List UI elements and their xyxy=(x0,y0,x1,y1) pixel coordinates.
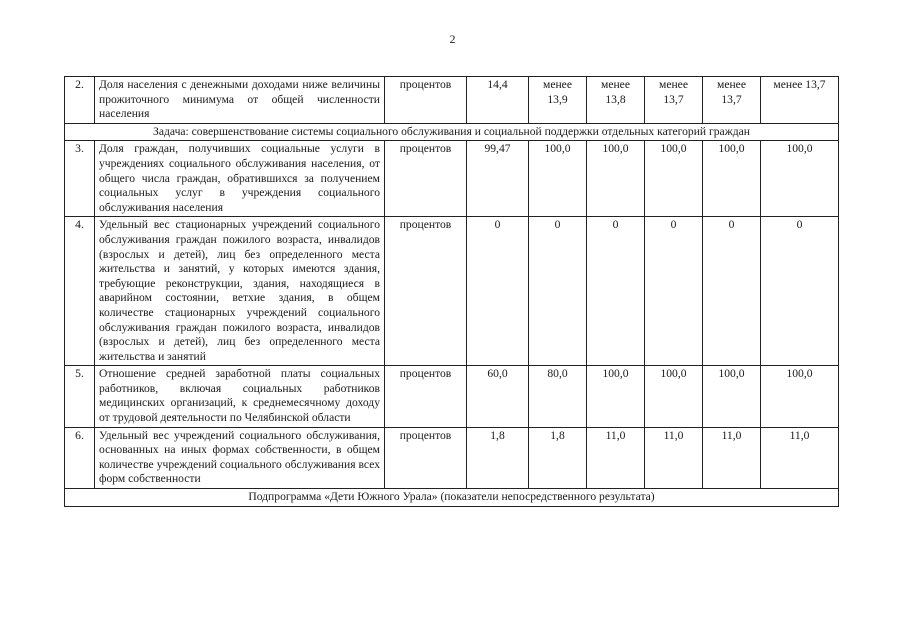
value-cell: 11,0 xyxy=(703,427,761,488)
unit-cell: процентов xyxy=(385,217,467,366)
value-cell: 80,0 xyxy=(529,366,587,427)
value-cell: 1,8 xyxy=(467,427,529,488)
indicator-description: Доля населения с денежными доходами ниже величины прожиточного минимума от общей численности населения xyxy=(95,77,385,124)
unit-cell: процентов xyxy=(385,427,467,488)
value-cell: 11,0 xyxy=(645,427,703,488)
value-cell: 100,0 xyxy=(587,366,645,427)
row-number: 2. xyxy=(65,77,95,124)
value-cell: 100,0 xyxy=(587,141,645,217)
unit-cell: процентов xyxy=(385,366,467,427)
value-cell: менее 13,7 xyxy=(761,77,839,124)
subprogram-heading: Подпрограмма «Дети Южного Урала» (показатели непосредственного результата) xyxy=(65,489,839,507)
value-cell: 11,0 xyxy=(587,427,645,488)
value-cell: 11,0 xyxy=(761,427,839,488)
unit-cell: процентов xyxy=(385,77,467,124)
table-row xyxy=(65,77,839,124)
table-row xyxy=(65,366,839,427)
value-cell: менее 13,8 xyxy=(587,77,645,124)
row-number: 4. xyxy=(65,217,95,366)
value-cell: менее 13,7 xyxy=(703,77,761,124)
value-cell: 0 xyxy=(645,217,703,366)
value-cell: 100,0 xyxy=(761,141,839,217)
unit-cell: процентов xyxy=(385,141,467,217)
table-row xyxy=(65,141,839,217)
row-number: 6. xyxy=(65,427,95,488)
subprogram-row xyxy=(65,489,839,507)
value-cell: 0 xyxy=(703,217,761,366)
page-number: 2 xyxy=(449,32,456,46)
value-cell: 99,47 xyxy=(467,141,529,217)
indicator-description: Отношение средней заработной платы социальных работников, включая социальных работников медицинских организаций, к среднемесячному доходу от трудовой деятельности по Челябинской области xyxy=(95,366,385,427)
indicator-description: Удельный вес учреждений социального обслуживания, основанных на иных формах собственности, в общем количестве учреждений социального обслуживания всех форм собственности xyxy=(95,427,385,488)
indicator-description: Доля граждан, получивших социальные услуги в учреждениях социального обслуживания населения, от общего числа граждан, обратившихся за получением социальных услуг в учреждения социального обслуживания населения xyxy=(95,141,385,217)
value-cell: 100,0 xyxy=(529,141,587,217)
row-number: 3. xyxy=(65,141,95,217)
value-cell: 1,8 xyxy=(529,427,587,488)
value-cell: 0 xyxy=(761,217,839,366)
indicator-description: Удельный вес стационарных учреждений социального обслуживания граждан пожилого возраста, инвалидов (взрослых и детей), лиц без определенного места жительства и занятий, у которых имеются здания, требующие реконструкции, здания, находящиеся в аварийном состоянии, ветхие здания, в общем количестве стационарных учреждений социального обслуживания граждан пожилого возраста, инвалидов (взрослых и детей), лиц без определенного места жительства и занятий xyxy=(95,217,385,366)
value-cell: 100,0 xyxy=(703,366,761,427)
value-cell: 100,0 xyxy=(645,366,703,427)
task-heading: Задача: совершенствование системы социального обслуживания и социальной поддержки отдельных категорий граждан xyxy=(65,123,839,141)
value-cell: 0 xyxy=(529,217,587,366)
value-cell: менее 13,9 xyxy=(529,77,587,124)
value-cell: 100,0 xyxy=(645,141,703,217)
value-cell: 0 xyxy=(467,217,529,366)
indicators-table xyxy=(64,76,839,507)
task-row xyxy=(65,123,839,141)
table-row xyxy=(65,217,839,366)
value-cell: 0 xyxy=(587,217,645,366)
value-cell: 100,0 xyxy=(703,141,761,217)
value-cell: менее 13,7 xyxy=(645,77,703,124)
value-cell: 100,0 xyxy=(761,366,839,427)
value-cell: 60,0 xyxy=(467,366,529,427)
value-cell: 14,4 xyxy=(467,77,529,124)
row-number: 5. xyxy=(65,366,95,427)
table-row xyxy=(65,427,839,488)
